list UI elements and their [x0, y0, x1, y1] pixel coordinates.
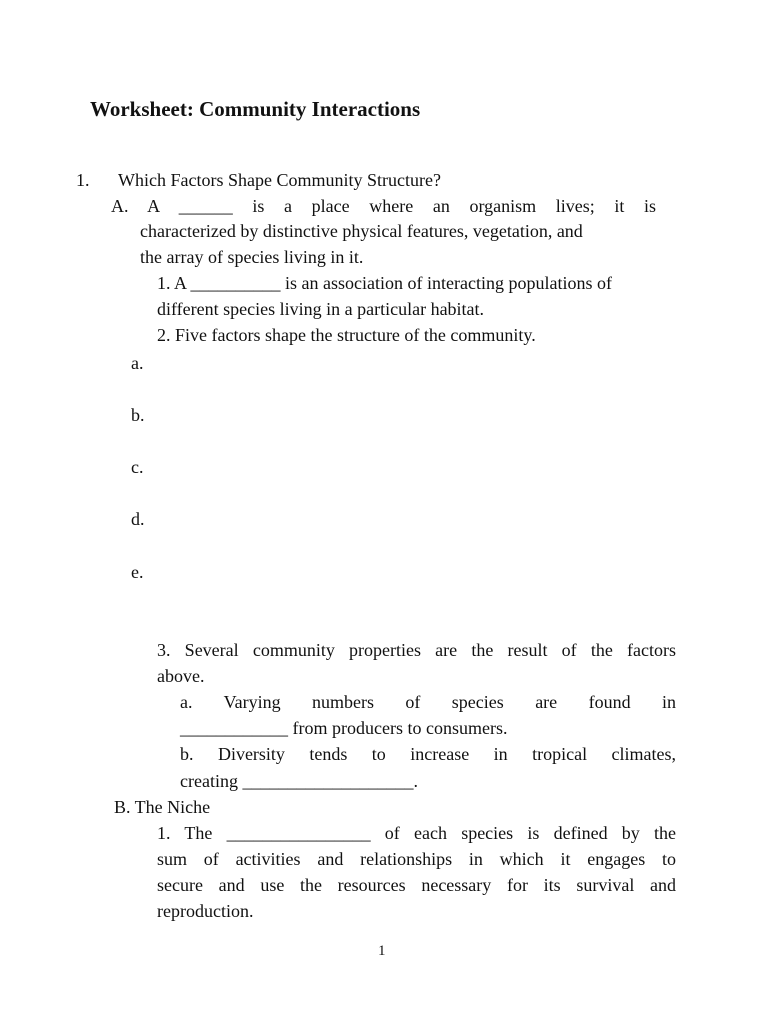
section-heading: Which Factors Shape Community Structure?	[118, 170, 441, 190]
item-3a-line-1: a. Varying numbers of species are found in	[180, 692, 676, 712]
item-3a-line-2: ____________ from producers to consumers.	[180, 718, 508, 738]
item-2: 2. Five factors shape the structure of the community.	[157, 325, 536, 345]
factor-label-a: a.	[131, 353, 144, 373]
item-3b-line-1: b. Diversity tends to increase in tropical climates,	[180, 744, 676, 764]
niche-line-4: reproduction.	[157, 901, 254, 921]
factor-label-b: b.	[131, 405, 145, 425]
worksheet-title: Worksheet: Community Interactions	[90, 97, 421, 121]
item-1-line-2: different species living in a particular habitat.	[157, 299, 485, 319]
factor-label-d: d.	[131, 509, 145, 529]
section-number: 1.	[76, 170, 90, 190]
factor-label-e: e.	[131, 562, 144, 582]
item-1-line-1: 1. A __________ is an association of interacting populations of	[157, 273, 612, 293]
item-3-line-1: 3. Several community properties are the result of the factors	[157, 640, 676, 660]
niche-line-3: secure and use the resources necessary for its survival and	[157, 875, 676, 895]
page-number: 1	[378, 943, 386, 959]
item-3-line-2: above.	[157, 666, 205, 686]
part-b-heading: B. The Niche	[114, 797, 211, 817]
part-a-line-1: A. A ______ is a place where an organism lives; it is	[111, 196, 656, 216]
niche-line-1: 1. The ________________ of each species is defined by the	[157, 823, 676, 843]
factor-label-c: c.	[131, 457, 144, 477]
item-3b-line-2: creating ___________________.	[180, 771, 418, 791]
niche-line-2: sum of activities and relationships in which it engages to	[157, 849, 676, 869]
part-a-line-2: characterized by distinctive physical features, vegetation, and	[140, 221, 583, 241]
part-a-line-3: the array of species living in it.	[140, 247, 364, 267]
